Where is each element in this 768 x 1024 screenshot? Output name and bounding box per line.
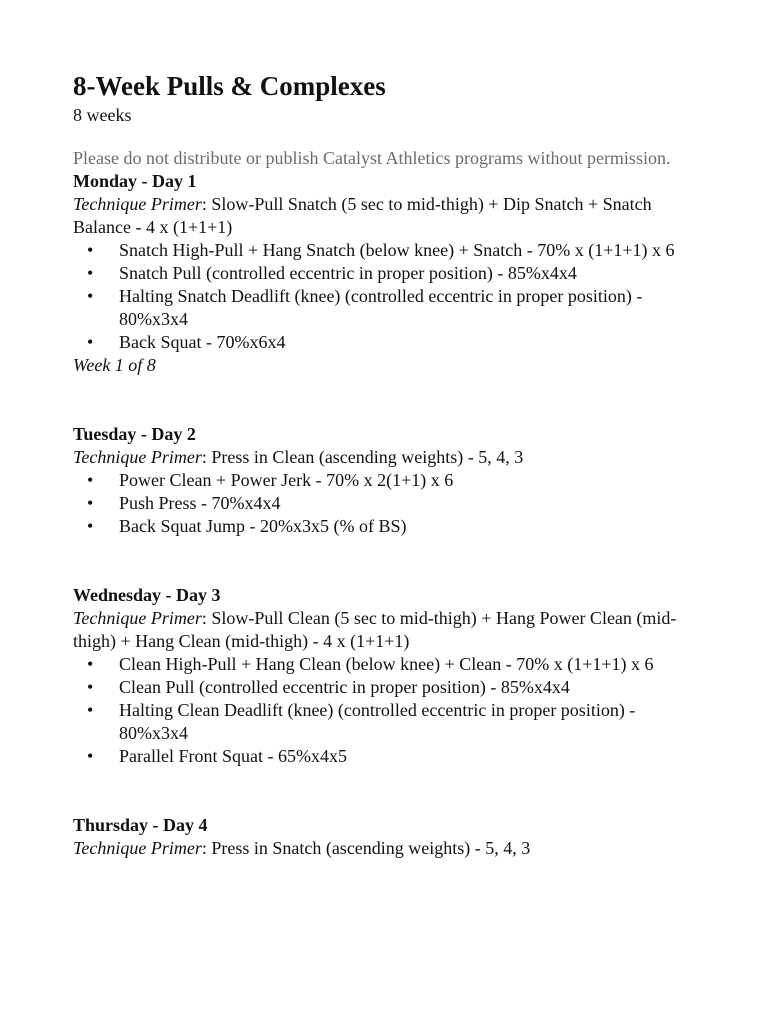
list-item: • Back Squat Jump - 20%x3x5 (% of BS)	[87, 516, 407, 536]
list-item: • Power Clean + Power Jerk - 70% x 2(1+1) x 6	[87, 470, 454, 490]
spacer	[73, 377, 698, 423]
bullet-icon: •	[87, 516, 94, 536]
list-item: • Clean Pull (controlled eccentric in proper position) - 85%x4x4	[87, 677, 570, 697]
primer-label: Technique Primer	[73, 608, 202, 628]
list-item: • Back Squat - 70%x6x4	[87, 332, 286, 352]
list-item: • Snatch Pull (controlled eccentric in proper position) - 85%x4x4	[87, 263, 577, 283]
spacer	[73, 538, 698, 584]
bullet-icon: •	[87, 332, 94, 352]
bullet-icon: •	[87, 470, 94, 490]
bullet-icon: •	[87, 700, 94, 720]
exercise-list	[73, 653, 698, 768]
exercise-list	[73, 469, 698, 538]
technique-primer	[73, 607, 698, 653]
day-section-wednesday	[73, 584, 698, 768]
bullet-icon: •	[87, 654, 94, 674]
list-item: • Halting Clean Deadlift (knee) (controlled eccentric in proper position) - 80%x3x4	[87, 700, 636, 743]
day-section-tuesday	[73, 423, 698, 538]
day-heading: Tuesday - Day 2	[73, 424, 196, 444]
day-heading: Thursday - Day 4	[73, 815, 208, 835]
primer-label: Technique Primer	[73, 194, 202, 214]
bullet-icon: •	[87, 746, 94, 766]
bullet-icon: •	[87, 240, 94, 260]
list-item: • Parallel Front Squat - 65%x4x5	[87, 746, 347, 766]
week-note: Week 1 of 8	[73, 355, 156, 375]
list-item: • Halting Snatch Deadlift (knee) (controlled eccentric in proper position) - 80%x3x4	[87, 286, 643, 329]
technique-primer	[73, 193, 698, 239]
bullet-icon: •	[87, 263, 94, 283]
day-heading: Monday - Day 1	[73, 171, 197, 191]
list-item: • Snatch High-Pull + Hang Snatch (below knee) + Snatch - 70% x (1+1+1) x 6	[87, 240, 675, 260]
technique-primer	[73, 837, 698, 860]
primer-label: Technique Primer	[73, 838, 202, 858]
primer-text: : Slow-Pull Clean (5 sec to mid-thigh) + Hang Power Clean (mid-thigh) + Hang Clean (mid-thigh) - 4 x (1+1+1)	[73, 608, 677, 651]
distribution-notice: Please do not distribute or publish Catalyst Athletics programs without permission.	[73, 148, 671, 168]
day-section-monday	[73, 170, 698, 377]
document-title: 8-Week Pulls & Complexes	[73, 71, 386, 101]
spacer	[73, 768, 698, 814]
technique-primer	[73, 446, 698, 469]
bullet-icon: •	[87, 493, 94, 513]
primer-text: : Press in Clean (ascending weights) - 5, 4, 3	[201, 447, 524, 467]
list-item: • Clean High-Pull + Hang Clean (below knee) + Clean - 70% x (1+1+1) x 6	[87, 654, 654, 674]
document-subtitle: 8 weeks	[73, 105, 132, 125]
day-heading: Wednesday - Day 3	[73, 585, 221, 605]
primer-text: : Slow-Pull Snatch (5 sec to mid-thigh) + Dip Snatch + Snatch Balance - 4 x (1+1+1)	[73, 194, 652, 237]
exercise-list	[73, 239, 698, 354]
list-item: • Push Press - 70%x4x4	[87, 493, 281, 513]
primer-label: Technique Primer	[73, 447, 202, 467]
bullet-icon: •	[87, 677, 94, 697]
primer-text: : Press in Snatch (ascending weights) - 5, 4, 3	[201, 838, 531, 858]
bullet-icon: •	[87, 286, 94, 306]
day-section-thursday	[73, 814, 698, 860]
